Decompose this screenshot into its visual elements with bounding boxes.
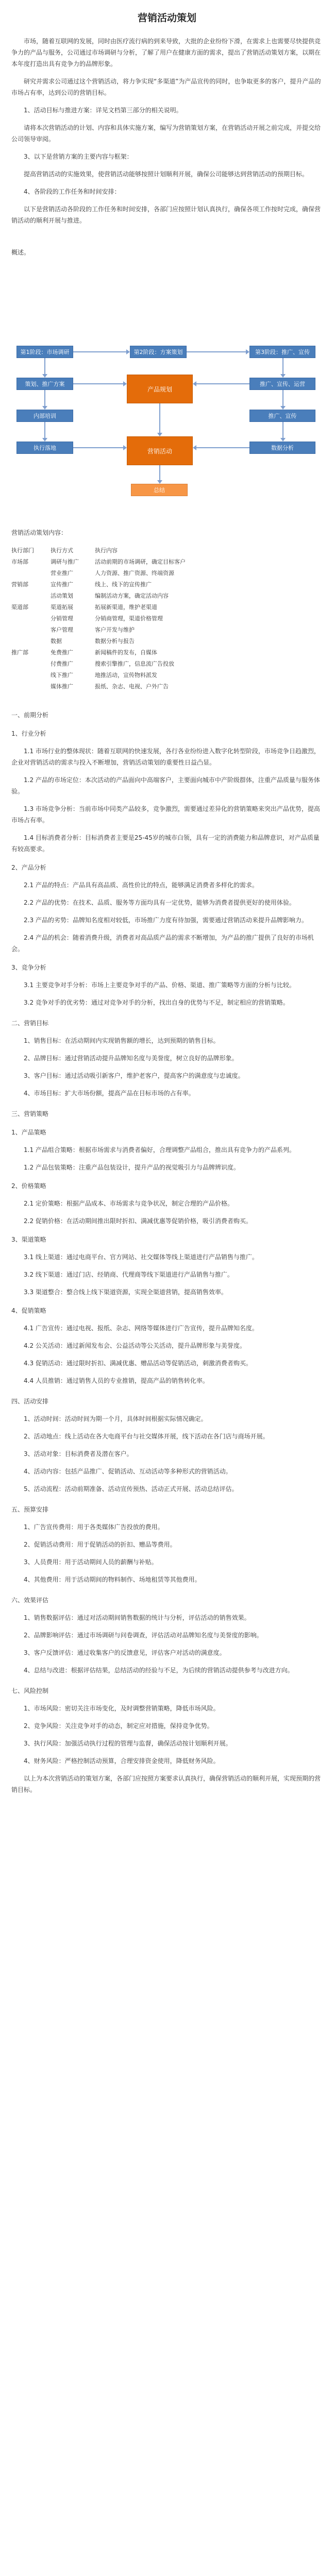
body-paragraph: 1.2 产品的市场定位：本次活动的产品面向中高端客户，主要面向城市中产阶级群体，注重产品质量与服务体验。 [11,776,320,795]
body-paragraph: 3.1 线上渠道：通过电商平台、官方网站、社交媒体等线上渠道进行产品销售与推广。 [24,1253,258,1261]
intro-section [11,36,323,226]
table-row [11,590,191,601]
intro-paragraph: 请将本次营销活动的计划、内容和具体实施方案，编写为营销策划方案，在营销活动开展之前完成，并提交给公司领导审阅。 [11,124,321,143]
table-cell: 媒体推广 [51,683,73,690]
flow-box-product: 产品规划 [127,375,193,403]
table-cell: 线下推广 [51,672,73,679]
body-paragraph: 4、总结与改进：根据评估结果，总结活动的经验与不足，为后续的营销活动提供参考与改进方向。 [24,1667,294,1674]
body-paragraph: 1、销售数据评估：通过对活动期间销售数据的统计与分析，评估活动的销售效果。 [24,1614,250,1621]
table-cell [11,590,51,601]
body-paragraph: 3.1 主要竞争对手分析：市场上主要竞争对手的产品、价格、渠道、推广策略等方面的分析与比较。 [24,981,295,989]
body-paragraph: 2、活动地点：线上活动在各大电商平台与社交媒体开展，线下活动在各门店与商场开展。 [24,1433,269,1440]
body-paragraph: 4、市场目标：扩大市场份额，提高产品在目标市场的占有率。 [24,1090,195,1097]
intro-paragraph: 1、活动目标与推进方案：详见文档第三部分的相关说明。 [24,107,182,114]
body-paragraph: 2、品牌目标：通过营销活动提升品牌知名度与美誉度，树立良好的品牌形象。 [24,1055,238,1062]
table-row [11,624,191,635]
intro-paragraph: 市场，随着互联网的发展，同时由医疗流行病的到来导致，大批的企业纷纷下滑，在需求上也需要尽快提供竞争力的产品与服务，公司通过市场调研与分析，了解了用户在健康方面的需求，提出了营销活动策划方案，以期在本年度打造出具有竞争力的品牌形象。 [11,38,321,67]
body-paragraph: 2.1 定价策略：根据产品成本、市场需求与竞争状况，制定合理的产品价格。 [24,1200,233,1207]
page-title: 营销活动策划 [137,12,196,24]
flow-box-promo: 推广、宣传、运营 [249,378,315,390]
body-paragraph: 4、财务风险：严格控制活动预算，合理安排资金使用，降低财务风险。 [24,1757,220,1765]
intro-paragraph: 研究并需求公司通过这个营销活动，将力争实现“多渠道”为产品宣传的同时，也争取更多的客户，提升产品的市场占有率，达到公司的营销目标。 [11,78,321,96]
body-paragraph: 1.1 市场行业的整体现状：随着互联网的快速发展，各行各业纷纷进入数字化转型阶段，市场竞争日趋激烈，企业对营销活动的需求与投入不断增加，营销活动策划的重要性日益凸显。 [11,748,320,766]
subsection-heading: 1、行业分析 [11,730,46,737]
table-row [11,613,191,624]
table-title: 营销活动策划内容： [11,529,68,536]
body-paragraph: 4、活动内容：包括产品推广、促销活动、互动活动等多种形式的营销活动。 [24,1468,232,1475]
table-cell: 推广部 [11,649,28,656]
table-cell: 拓展新渠道，维护老渠道 [95,604,157,611]
table-row [11,658,191,669]
body-paragraph: 1.4 目标消费者分析：目标消费者主要是25-45岁的城市白领，具有一定的消费能力和品牌意识，对产品质量有较高要求。 [11,834,320,853]
flow-diagram [12,346,322,516]
body-paragraph: 4.4 人员推销：通过销售人员的专业推销，提高产品的销售转化率。 [24,1377,209,1384]
section-heading: 五、预算安排 [11,1506,49,1513]
table-cell: 搜索引擎推广，信息流广告投放 [95,660,174,667]
body-paragraph: 4.2 公关活动：通过新闻发布会、公益活动等公关活动，提升品牌形象与美誉度。 [24,1342,246,1349]
table-cell: 人力资源、推广资源、终端资源 [95,570,174,577]
table-cell: 分销商管理，渠道价格管理 [95,615,163,622]
table-cell: 执行部门 [11,547,34,554]
table-row [11,669,191,681]
table-cell: 分销管理 [51,615,73,622]
table-cell: 执行内容 [95,547,118,554]
section-heading: 四、活动安排 [11,1398,49,1405]
body-paragraph: 3.2 竞争对手的优劣势：通过对竞争对手的分析，找出自身的优势与不足，制定相应的营销策略。 [24,999,289,1006]
body-paragraph: 1.3 市场竞争分析：当前市场中同类产品较多，竞争激烈，需要通过差异化的营销策略来突出产品优势，提高市场占有率。 [11,805,320,824]
table-cell [11,613,51,624]
body-paragraph: 2.2 促销价格：在活动期间推出限时折扣、满减优惠等促销价格，吸引消费者购买。 [24,1217,252,1225]
table-cell: 免费推广 [51,649,73,656]
body-paragraph: 2.1 产品的特点：产品具有高品质、高性价比的特点，能够满足消费者多样化的需求。 [24,882,258,889]
preface-label: 概述。 [11,249,30,256]
section-heading: 七、风险控制 [11,1687,49,1694]
plan-table [11,545,191,692]
intro-paragraph: 3、以下是营销方案的主要内容与框架： [24,153,133,160]
intro-paragraph: 以下是营销活动各阶段的工作任务和时间安排，各部门应按照计划认真执行，确保各项工作按时完成，确保营销活动的顺利开展与推进。 [11,206,321,224]
body-paragraph: 3、执行风险：加强活动执行过程的管理与监督，确保活动按计划顺利开展。 [24,1740,232,1747]
table-cell: 数据分析与报告 [95,638,135,645]
body-paragraph: 2、促销活动费用：用于促销活动的折扣、赠品等费用。 [24,1541,176,1548]
table-cell: 付费推广 [51,660,73,667]
conclusion-paragraph: 以上为本次营销活动的策划方案，各部门应按照方案要求认真执行，确保营销活动的顺利开展，实现预期的营销目标。 [11,1775,321,1793]
table-row [11,556,191,567]
table-row [11,635,191,647]
body-paragraph: 1.1 产品组合策略：根据市场需求与消费者偏好，合理调整产品组合，推出具有竞争力的产品系列。 [24,1146,295,1154]
body-paragraph: 2.3 产品的劣势：品牌知名度相对较低，市场推广力度有待加强，需要通过营销活动来提升品牌影响力。 [24,917,308,924]
section-heading: 二、营销目标 [11,1020,49,1027]
flow-box-training: 内部培训 [16,410,73,422]
table-cell: 客户开发与维护 [95,626,135,633]
table-cell [11,624,51,635]
body-paragraph: 2.4 产品的机会：随着消费升级，消费者对高品质产品的需求不断增加，为产品的推广提供了良好的市场机会。 [11,934,314,953]
body-paragraph: 4.1 广告宣传：通过电视、报纸、杂志、网络等媒体进行广告宣传，提升品牌知名度。 [24,1325,258,1332]
subsection-heading: 3、渠道策略 [11,1236,46,1243]
flow-box-campaign: 营销活动 [127,436,193,465]
body-paragraph: 4.3 促销活动：通过限时折扣、满减优惠、赠品活动等促销活动，刺激消费者购买。 [24,1360,252,1367]
table-cell: 客户管理 [51,626,73,633]
subsection-heading: 2、价格策略 [11,1182,46,1190]
flow-box-stage2: 第2阶段：方案策划 [130,346,187,358]
flow-box-summary: 总结 [131,484,188,496]
table-cell: 数据 [51,638,62,645]
body-paragraph: 3、活动对象：目标消费者及潜在客户。 [24,1450,133,1458]
table-cell: 执行方式 [51,547,73,554]
subsection-heading: 1、产品策略 [11,1129,46,1136]
body-paragraph: 1、市场风险：密切关注市场变化，及时调整营销策略，降低市场风险。 [24,1705,220,1712]
section-heading: 六、效果评估 [11,1597,49,1604]
body-sections [11,709,323,1795]
table-row [11,579,191,590]
table-cell: 市场部 [11,558,28,565]
body-paragraph: 3、客户反馈评估：通过收集客户的反馈意见，评估客户对活动的满意度。 [24,1649,226,1656]
table-cell: 渠道部 [11,604,28,611]
table-cell: 新闻稿件的发布，自媒体 [95,649,157,656]
table-header-row [11,545,191,556]
body-paragraph: 2、竞争风险：关注竞争对手的动态，制定应对措施，保持竞争优势。 [24,1722,213,1730]
table-cell: 渠道拓展 [51,604,73,611]
body-paragraph: 1、活动时间：活动时间为期一个月，具体时间根据实际情况确定。 [24,1415,207,1422]
subsection-heading: 2、产品分析 [11,864,46,871]
table-cell: 活动前期的市场调研，确定目标客户 [95,558,186,565]
flow-box-data: 数据分析 [249,442,315,454]
table-cell [11,635,51,647]
table-cell [11,669,51,681]
body-paragraph: 1、销售目标：在活动期间内实现销售额的增长，达到预期的销售目标。 [24,1037,220,1044]
flow-box-stage3: 第3阶段：推广、宣传 [249,346,315,358]
body-paragraph: 2、品牌影响评估：通过市场调研与问卷调查，评估活动对品牌知名度与美誉度的影响。 [24,1632,263,1639]
table-cell: 活动策划 [51,592,73,599]
body-paragraph: 2.2 产品的优势：在技术、品质、服务等方面均具有一定优势，能够为消费者提供更好的使用体验。 [24,899,295,906]
subsection-heading: 4、促销策略 [11,1307,46,1314]
body-paragraph: 3.3 渠道整合：整合线上线下渠道资源，实现全渠道营销，提高销售效率。 [24,1289,227,1296]
table-cell: 调研与推广 [51,558,79,565]
table-cell: 营销部 [11,581,28,588]
intro-paragraph: 提高营销活动的实施效果，使营销活动能够按照计划顺利开展，确保公司能够达到营销活动的预期目标。 [24,171,309,178]
section-heading: 三、营销策略 [11,1110,49,1117]
body-paragraph: 5、活动流程：活动前期准备、活动宣传预热、活动正式开展、活动总结评估。 [24,1485,238,1493]
body-paragraph: 3、人员费用：用于活动期间人员的薪酬与补贴。 [24,1558,158,1566]
table-row [11,681,191,692]
table-cell: 编制活动方案，确定活动内容 [95,592,169,599]
table-cell: 线上、线下的宣传推广 [95,581,152,588]
flow-box-execute: 执行落地 [16,442,73,454]
intro-paragraph: 4、各阶段的工作任务和时间安排： [24,188,121,195]
table-cell: 宣传推广 [51,581,73,588]
body-paragraph: 1.2 产品包装策略：注重产品包装设计，提升产品的视觉吸引力与品牌辨识度。 [24,1164,240,1171]
flow-box-plan: 策划、推广方案 [16,378,73,390]
table-cell: 地推活动，宣传物料派发 [95,672,157,679]
body-paragraph: 1、广告宣传费用：用于各类媒体广告投放的费用。 [24,1523,164,1531]
table-cell: 营业推广 [51,570,73,577]
section-heading: 一、前期分析 [11,711,49,719]
table-cell [11,681,51,692]
body-paragraph: 3、客户目标：通过活动吸引新客户，维护老客户，提高客户的满意度与忠诚度。 [24,1072,244,1079]
flow-box-stage1: 第1阶段：市场调研 [16,346,73,358]
table-cell [11,567,51,579]
table-row [11,567,191,579]
body-paragraph: 3.2 线下渠道：通过门店、经销商、代理商等线下渠道进行产品销售与推广。 [24,1271,233,1278]
table-row [11,601,191,613]
body-paragraph: 4、其他费用：用于活动期间的物料制作、场地租赁等其他费用。 [24,1576,201,1583]
subsection-heading: 3、竞争分析 [11,964,46,971]
table-cell [11,658,51,669]
table-cell: 报纸、杂志、电视、户外广告 [95,683,169,690]
flow-box-spread: 推广、宣传 [249,410,315,422]
table-row [11,647,191,658]
